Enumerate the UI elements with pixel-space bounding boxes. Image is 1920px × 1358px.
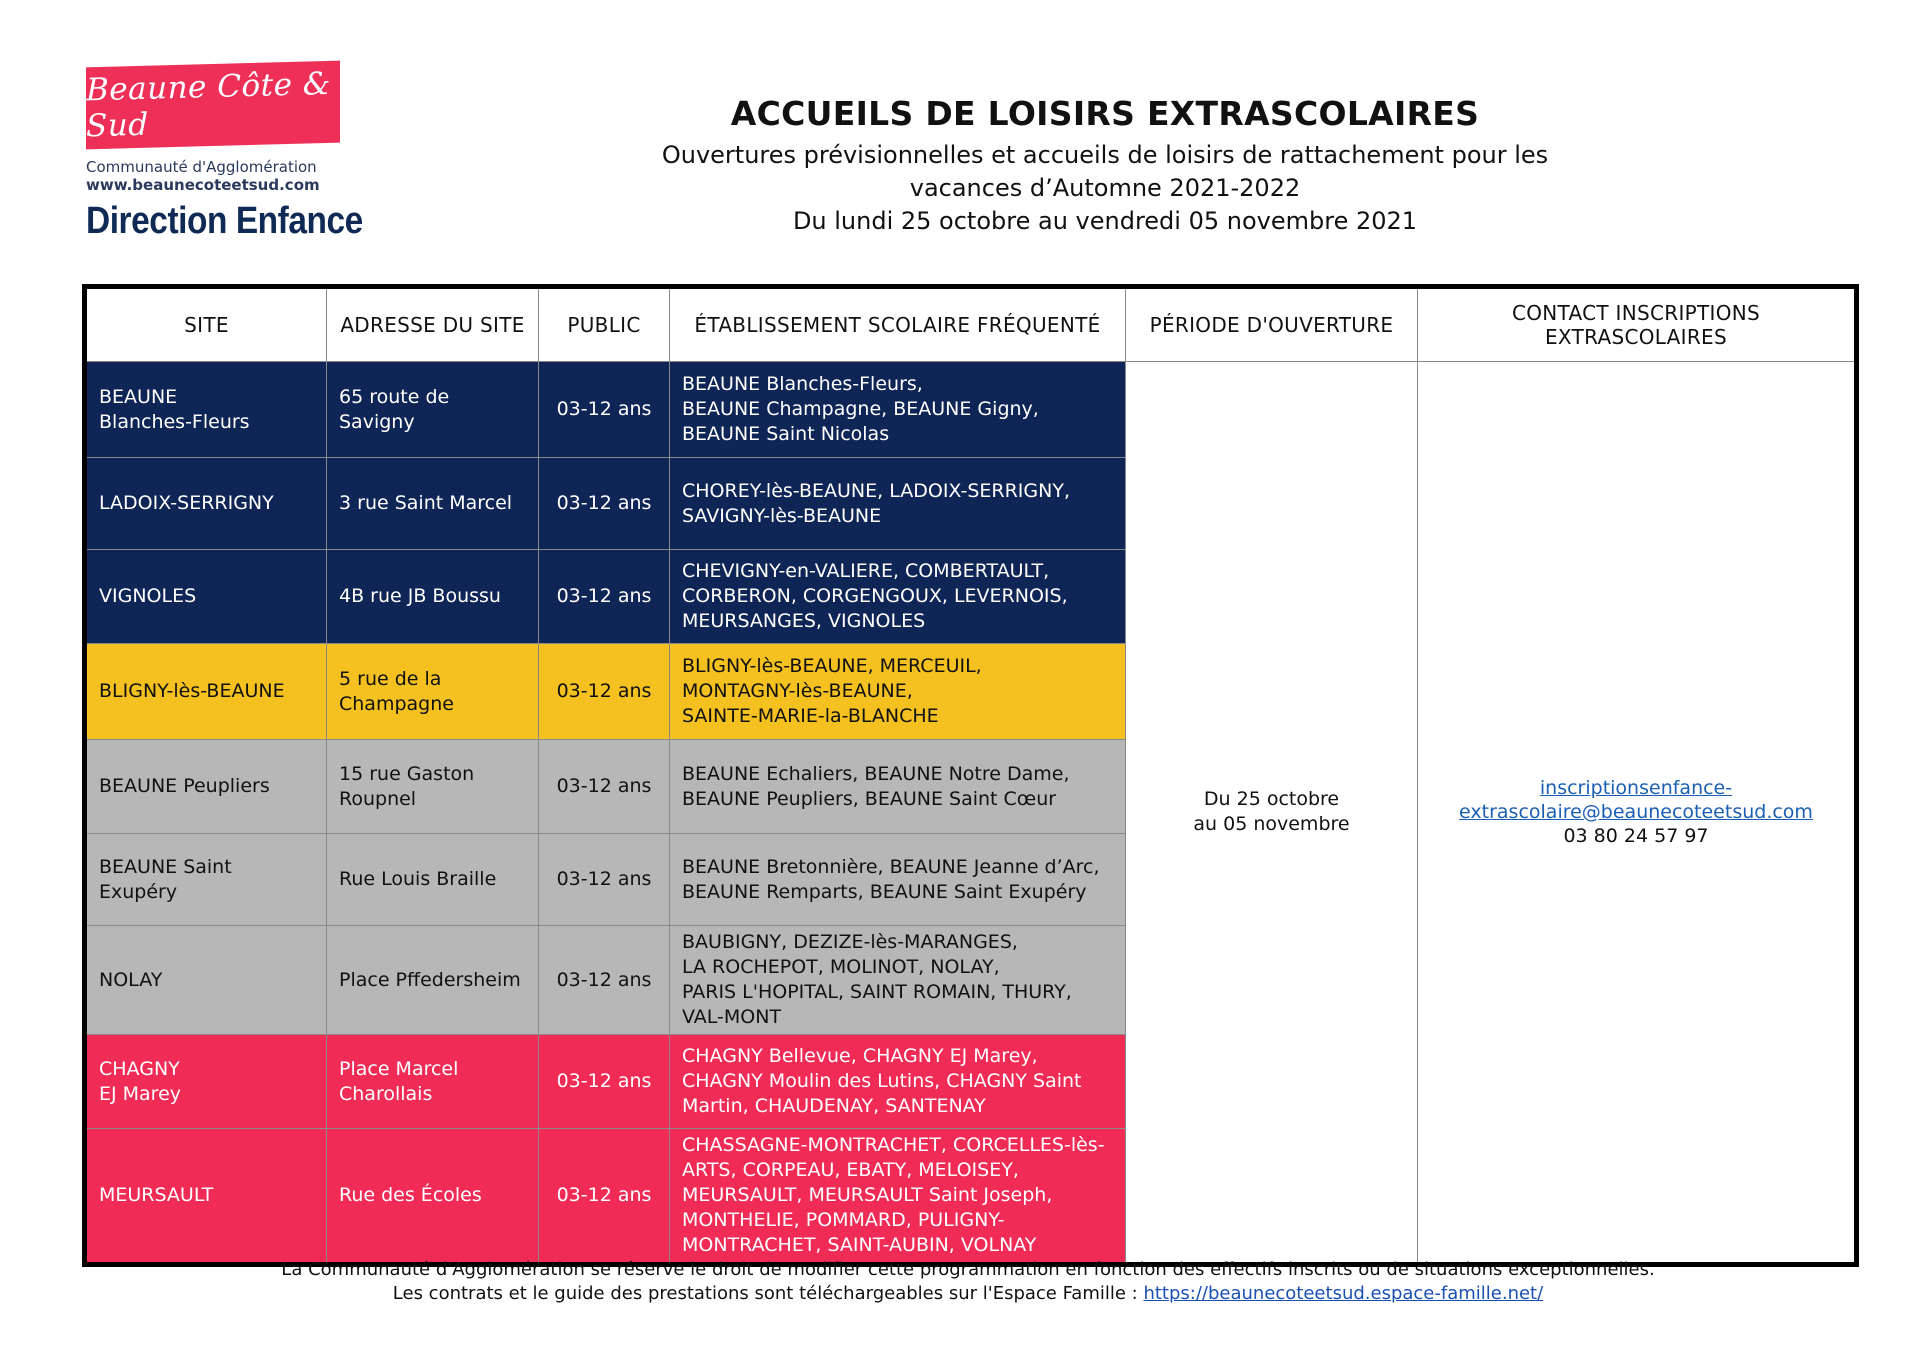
footer-prefix: Les contrats et le guide des prestations sont téléchargeables sur l'Espace Famille : (392, 1283, 1144, 1304)
schools-cell: CHOREY-lès-BEAUNE, LADOIX-SERRIGNY, SAVIGNY-lès-BEAUNE (670, 458, 1126, 550)
column-header: CONTACT INSCRIPTIONS EXTRASCOLAIRES (1418, 287, 1857, 362)
contact-phone: 03 80 24 57 97 (1563, 825, 1709, 847)
address-cell: Rue des Écoles (327, 1129, 539, 1265)
page-subtitle-3: Du lundi 25 octobre au vendredi 05 novembre 2021 (792, 207, 1418, 235)
site-cell: BLIGNY-lès-BEAUNE (85, 644, 327, 740)
logo-badge: Beaune Côte & Sud (86, 61, 340, 150)
address-cell: 65 route de Savigny (327, 362, 539, 458)
address-cell: 5 rue de la Champagne (327, 644, 539, 740)
logo-url: www.beaunecoteetsud.com (86, 176, 320, 194)
address-cell: Rue Louis Braille (327, 834, 539, 926)
public-cell: 03-12 ans (539, 834, 670, 926)
schedule-table (82, 284, 1859, 1267)
site-cell: MEURSAULT (85, 1129, 327, 1265)
site-cell: CHAGNY EJ Marey (85, 1035, 327, 1129)
public-cell: 03-12 ans (539, 362, 670, 458)
public-cell: 03-12 ans (539, 740, 670, 834)
logo-org: Communauté d'Agglomération (86, 158, 317, 176)
site-cell: BEAUNE Peupliers (85, 740, 327, 834)
table-header-row (85, 287, 1857, 362)
public-cell: 03-12 ans (539, 926, 670, 1035)
page-title: ACCUEILS DE LOISIRS EXTRASCOLAIRES (730, 94, 1480, 133)
public-cell: 03-12 ans (539, 1035, 670, 1129)
table-body (85, 362, 1857, 1265)
column-header: PUBLIC (539, 287, 670, 362)
site-cell: NOLAY (85, 926, 327, 1035)
period-cell: Du 25 octobre au 05 novembre (1126, 362, 1418, 1265)
address-cell: Place Marcel Charollais (327, 1035, 539, 1129)
site-cell: BEAUNE Saint Exupéry (85, 834, 327, 926)
site-cell: VIGNOLES (85, 550, 327, 644)
schools-cell: CHAGNY Bellevue, CHAGNY EJ Marey, CHAGNY Moulin des Lutins, CHAGNY Saint Martin, CHAUDENAY, SANTENAY (670, 1035, 1126, 1129)
site-cell: LADOIX-SERRIGNY (85, 458, 327, 550)
table-row (85, 362, 1857, 458)
column-header: SITE (85, 287, 327, 362)
schools-cell: BEAUNE Echaliers, BEAUNE Notre Dame, BEAUNE Peupliers, BEAUNE Saint Cœur (670, 740, 1126, 834)
schools-cell: CHASSAGNE-MONTRACHET, CORCELLES-lès- ARTS, CORPEAU, EBATY, MELOISEY, MEURSAULT, MEURSAULT Saint Joseph, MONTHELIE, POMMARD, PULIGNY- MONTRACHET, SAINT-AUBIN, VOLNAY (670, 1129, 1126, 1265)
address-cell: 4B rue JB Boussu (327, 550, 539, 644)
column-header: ADRESSE DU SITE (327, 287, 539, 362)
logo (86, 64, 363, 243)
page-subtitle-2: vacances d’Automne 2021-2022 (909, 174, 1301, 202)
espace-famille-link[interactable]: https://beaunecoteetsud.espace-famille.net/ (1143, 1283, 1544, 1304)
page-header (620, 94, 1590, 238)
schools-cell: CHEVIGNY-en-VALIERE, COMBERTAULT, CORBERON, CORGENGOUX, LEVERNOIS, MEURSANGES, VIGNOLES (670, 550, 1126, 644)
schools-cell: BEAUNE Bretonnière, BEAUNE Jeanne d’Arc, BEAUNE Remparts, BEAUNE Saint Exupéry (670, 834, 1126, 926)
address-cell: Place Pffedersheim (327, 926, 539, 1035)
schools-cell: BEAUNE Blanches-Fleurs, BEAUNE Champagne, BEAUNE Gigny, BEAUNE Saint Nicolas (670, 362, 1126, 458)
footer-line-2 (82, 1282, 1854, 1306)
contact-cell (1418, 362, 1857, 1265)
address-cell: 3 rue Saint Marcel (327, 458, 539, 550)
public-cell: 03-12 ans (539, 644, 670, 740)
public-cell: 03-12 ans (539, 550, 670, 644)
column-header: PÉRIODE D'OUVERTURE (1126, 287, 1418, 362)
address-cell: 15 rue Gaston Roupnel (327, 740, 539, 834)
footer-note: La Communauté d'Agglomération se réserve le droit de modifier cette programmation en fonction des effectifs inscrits ou de situations exceptionnelles. (281, 1259, 1655, 1280)
contact-email-link-cont[interactable]: extrascolaire@beaunecoteetsud.com (1459, 801, 1813, 823)
column-header: ÉTABLISSEMENT SCOLAIRE FRÉQUENTÉ (670, 287, 1126, 362)
site-cell: BEAUNE Blanches-Fleurs (85, 362, 327, 458)
schools-cell: BLIGNY-lès-BEAUNE, MERCEUIL, MONTAGNY-lès-BEAUNE, SAINTE-MARIE-la-BLANCHE (670, 644, 1126, 740)
logo-direction: Direction Enfance (86, 200, 363, 242)
contact-email-link[interactable]: inscriptionsenfance- (1539, 777, 1733, 799)
public-cell: 03-12 ans (539, 1129, 670, 1265)
page-subtitle-1: Ouvertures prévisionnelles et accueils de loisirs de rattachement pour les (661, 141, 1549, 169)
public-cell: 03-12 ans (539, 458, 670, 550)
schools-cell: BAUBIGNY, DEZIZE-lès-MARANGES, LA ROCHEPOT, MOLINOT, NOLAY, PARIS L'HOPITAL, SAINT ROMAIN, THURY, VAL-MONT (670, 926, 1126, 1035)
footer (82, 1258, 1854, 1306)
